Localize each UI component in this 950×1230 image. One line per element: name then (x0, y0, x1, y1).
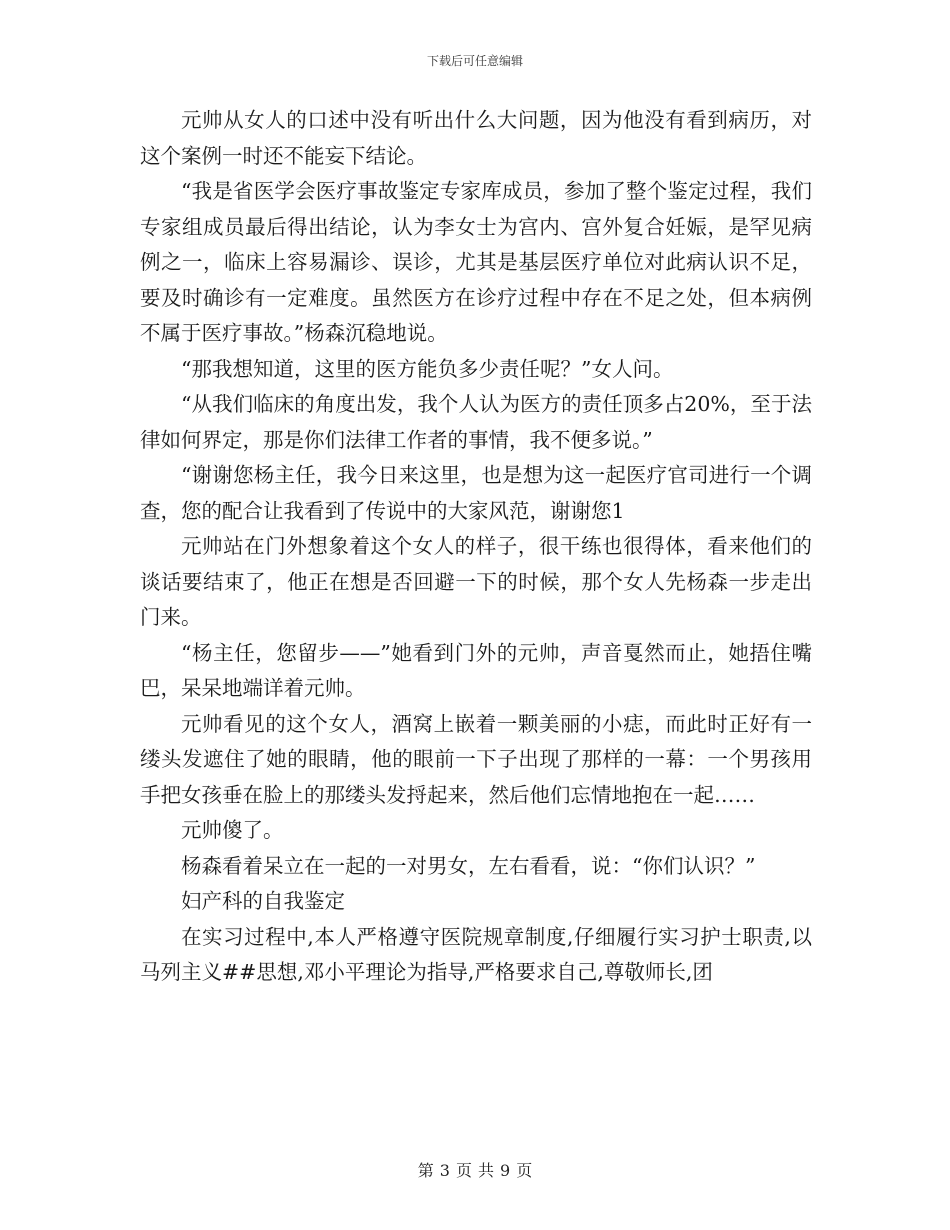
paragraph: 元帅傻了。 (181, 818, 284, 842)
paragraph: “从我们临床的角度出发，我个人认为医方的责任顶多占20%，至于法律如何界定，那是你们法律工作者的事情，我不便多说。” (140, 392, 812, 452)
paragraph: “谢谢您杨主任，我今日来这里，也是想为这一起医疗官司进行一个调查，您的配合让我看到了传说中的大家风范，谢谢您1 (140, 463, 812, 523)
footer-total-word: 共 (478, 1161, 495, 1180)
footer-current-page: 3 (439, 1161, 450, 1180)
paragraph: 元帅站在门外想象着这个女人的样子，很干练也很得体，看来他们的谈话要结束了，他正在想是否回避一下的时候，那个女人先杨森一步走出门来。 (140, 534, 812, 629)
footer-total-pages: 9 (500, 1161, 511, 1180)
section-heading: 妇产科的自我鉴定 (181, 889, 345, 913)
page-header: 下载后可任意编辑 (426, 54, 523, 68)
body-text (140, 103, 812, 991)
paragraph: “杨主任，您留步——”她看到门外的元帅，声音戛然而止，她捂住嘴巴，呆呆地端详着元帅。 (140, 640, 812, 700)
paragraph: 元帅从女人的口述中没有听出什么大问题，因为他没有看到病历，对这个案例一时还不能妄下结论。 (140, 108, 812, 168)
paragraph: 在实习过程中,本人严格遵守医院规章制度,仔细履行实习护士职责,以马列主义##思想,邓小平理论为指导,严格要求自己,尊敬师长,团 (140, 924, 812, 984)
paragraph: “我是省医学会医疗事故鉴定专家库成员，参加了整个鉴定过程，我们专家组成员最后得出结论，认为李女士为宫内、宫外复合妊娠，是罕见病例之一，临床上容易漏诊、误诊，尤其是基层医疗单位对此病认识不足，要及时确诊有一定难度。虽然医方在诊疗过程中存在不足之处，但本病例不属于医疗事故。”杨森沉稳地说。 (140, 179, 812, 345)
paragraph: 元帅看见的这个女人，酒窝上嵌着一颗美丽的小痣，而此时正好有一缕头发遮住了她的眼睛，他的眼前一下子出现了那样的一幕：一个男孩用手把女孩垂在脸上的那缕头发捋起来，然后他们忘情地抱在一起…… (140, 711, 812, 807)
footer-suffix: 页 (516, 1161, 533, 1180)
paragraph: “那我想知道，这里的医方能负多少责任呢？”女人问。 (181, 356, 674, 381)
page-footer (0, 1158, 950, 1181)
footer-prefix: 第 (417, 1161, 434, 1180)
paragraph: 杨森看着呆立在一起的一对男女，左右看看，说：“你们认识？” (181, 853, 756, 878)
footer-page-word: 页 (455, 1161, 472, 1180)
